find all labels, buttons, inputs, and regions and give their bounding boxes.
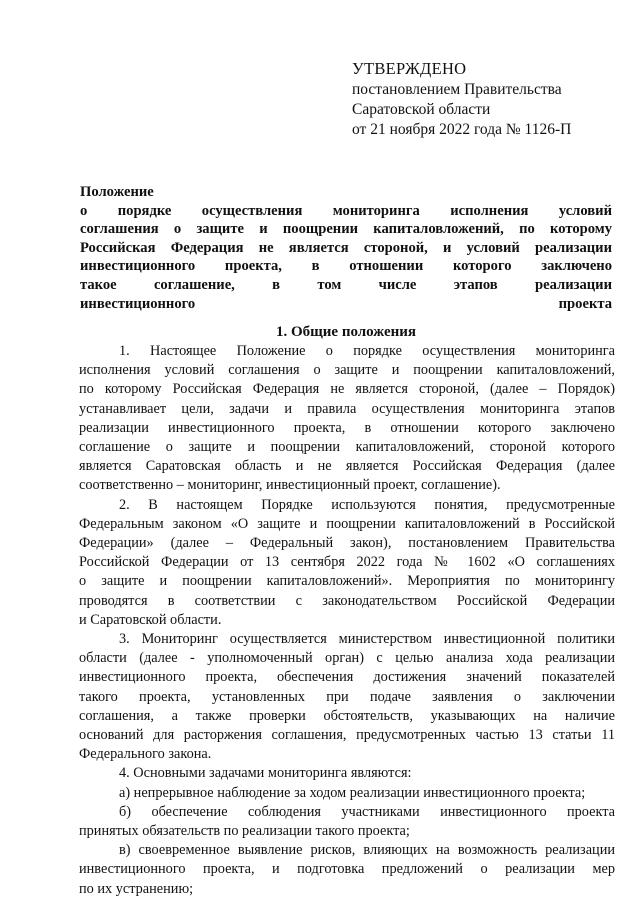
title-line: инвестиционного проекта (80, 295, 612, 312)
text-line: соответственно – мониторинг, инвестиционный проект, соглашение). (79, 477, 501, 494)
text-line: Российской Федерации от 13 сентября 2022 года № 1602 «О соглашениях (79, 554, 615, 571)
text-line: оснований для расторжения соглашения, предусмотренных частью 13 статьи 11 (79, 727, 615, 744)
paragraph-2 (79, 496, 615, 630)
text-line: б) обеспечение соблюдения участниками инвестиционного проекта (119, 803, 615, 820)
approval-line: постановлением Правительства (352, 81, 562, 98)
text-line: по которому Российская Федерация не является стороной, (далее – Порядок) (79, 381, 615, 398)
text-line: реализации инвестиционного проекта, в отношении которого заключено (79, 419, 615, 436)
text-line: является Саратовская область и не является Российская Федерация (далее (79, 458, 615, 475)
list-item-b (79, 803, 615, 841)
text-line: проводятся в соответствии с законодательством Российской Федерации (79, 592, 615, 609)
text-line: принятых обязательств по реализации такого проекта; (79, 823, 410, 840)
list-item-a (79, 784, 615, 803)
title-line: такое соглашение, в том числе этапов реализации (80, 276, 612, 293)
text-line: исполнения условий соглашения о защите и поощрении капиталовложений, (79, 362, 615, 379)
document-title (80, 183, 612, 313)
text-line: по их устранению; (79, 880, 194, 897)
paragraph-4 (79, 764, 615, 783)
text-line: 1. Настоящее Положение о порядке осуществления мониторинга (119, 343, 615, 359)
text-line: Федеральным законом «О защите и поощрении капиталовложений в Российской (79, 515, 615, 532)
text-line: соглашения, а также проверки обстоятельств, указывающих на наличие (79, 707, 615, 724)
text-line: в) своевременное выявление рисков, влияющих на возможность реализации (119, 842, 615, 859)
title-line: соглашения о защите и поощрении капиталовложений, по которому (80, 221, 612, 238)
title-line: Российская Федерация не является стороной, и условий реализации (80, 239, 612, 256)
text-line: 2. В настоящем Порядке используются понятия, предусмотренные (119, 496, 615, 513)
title-line: Положение (80, 184, 154, 200)
document-body (79, 342, 615, 899)
paragraph-3 (79, 630, 615, 764)
text-line: 3. Мониторинг осуществляется министерством инвестиционной политики (119, 631, 615, 648)
title-line: о порядке осуществления мониторинга исполнения условий (80, 202, 612, 219)
text-line: соглашение о защите и поощрении капиталовложений, стороной которого (79, 439, 615, 456)
paragraph-1 (79, 342, 615, 496)
list-item-c (79, 841, 615, 899)
approval-heading: УТВЕРЖДЕНО (352, 59, 467, 78)
text-line: инвестиционного проекта, и подготовка предложений о реализации мер (79, 861, 615, 878)
text-line: устанавливает цели, задачи и правила осуществления мониторинга этапов (79, 400, 615, 417)
text-line: инвестиционного проекта, обеспечения достижения значений показателей (79, 669, 615, 686)
approval-line: от 21 ноября 2022 года № 1126-П (352, 121, 572, 138)
approval-line: Саратовской области (352, 101, 491, 118)
text-line: Федерального закона. (79, 746, 212, 763)
approval-stamp (352, 58, 571, 140)
text-line: а) непрерывное наблюдение за ходом реализации инвестиционного проекта; (119, 784, 586, 801)
title-line: инвестиционного проекта, в отношении которого заключено (80, 258, 612, 275)
text-line: и Саратовской области. (79, 611, 222, 628)
text-line: Федерации» (далее – Федеральный закон), постановлением Правительства (79, 535, 615, 552)
text-line: 4. Основными задачами мониторинга являются: (119, 765, 412, 782)
text-line: о защите и поощрении капиталовложений». Мероприятия по мониторингу (79, 573, 615, 590)
text-line: области (далее - уполномоченный орган) с целью анализа хода реализации (79, 650, 615, 667)
text-line: такого проекта, установленных при подаче заявления о заключении (79, 688, 615, 705)
section-title: 1. Общие положения (275, 324, 417, 340)
